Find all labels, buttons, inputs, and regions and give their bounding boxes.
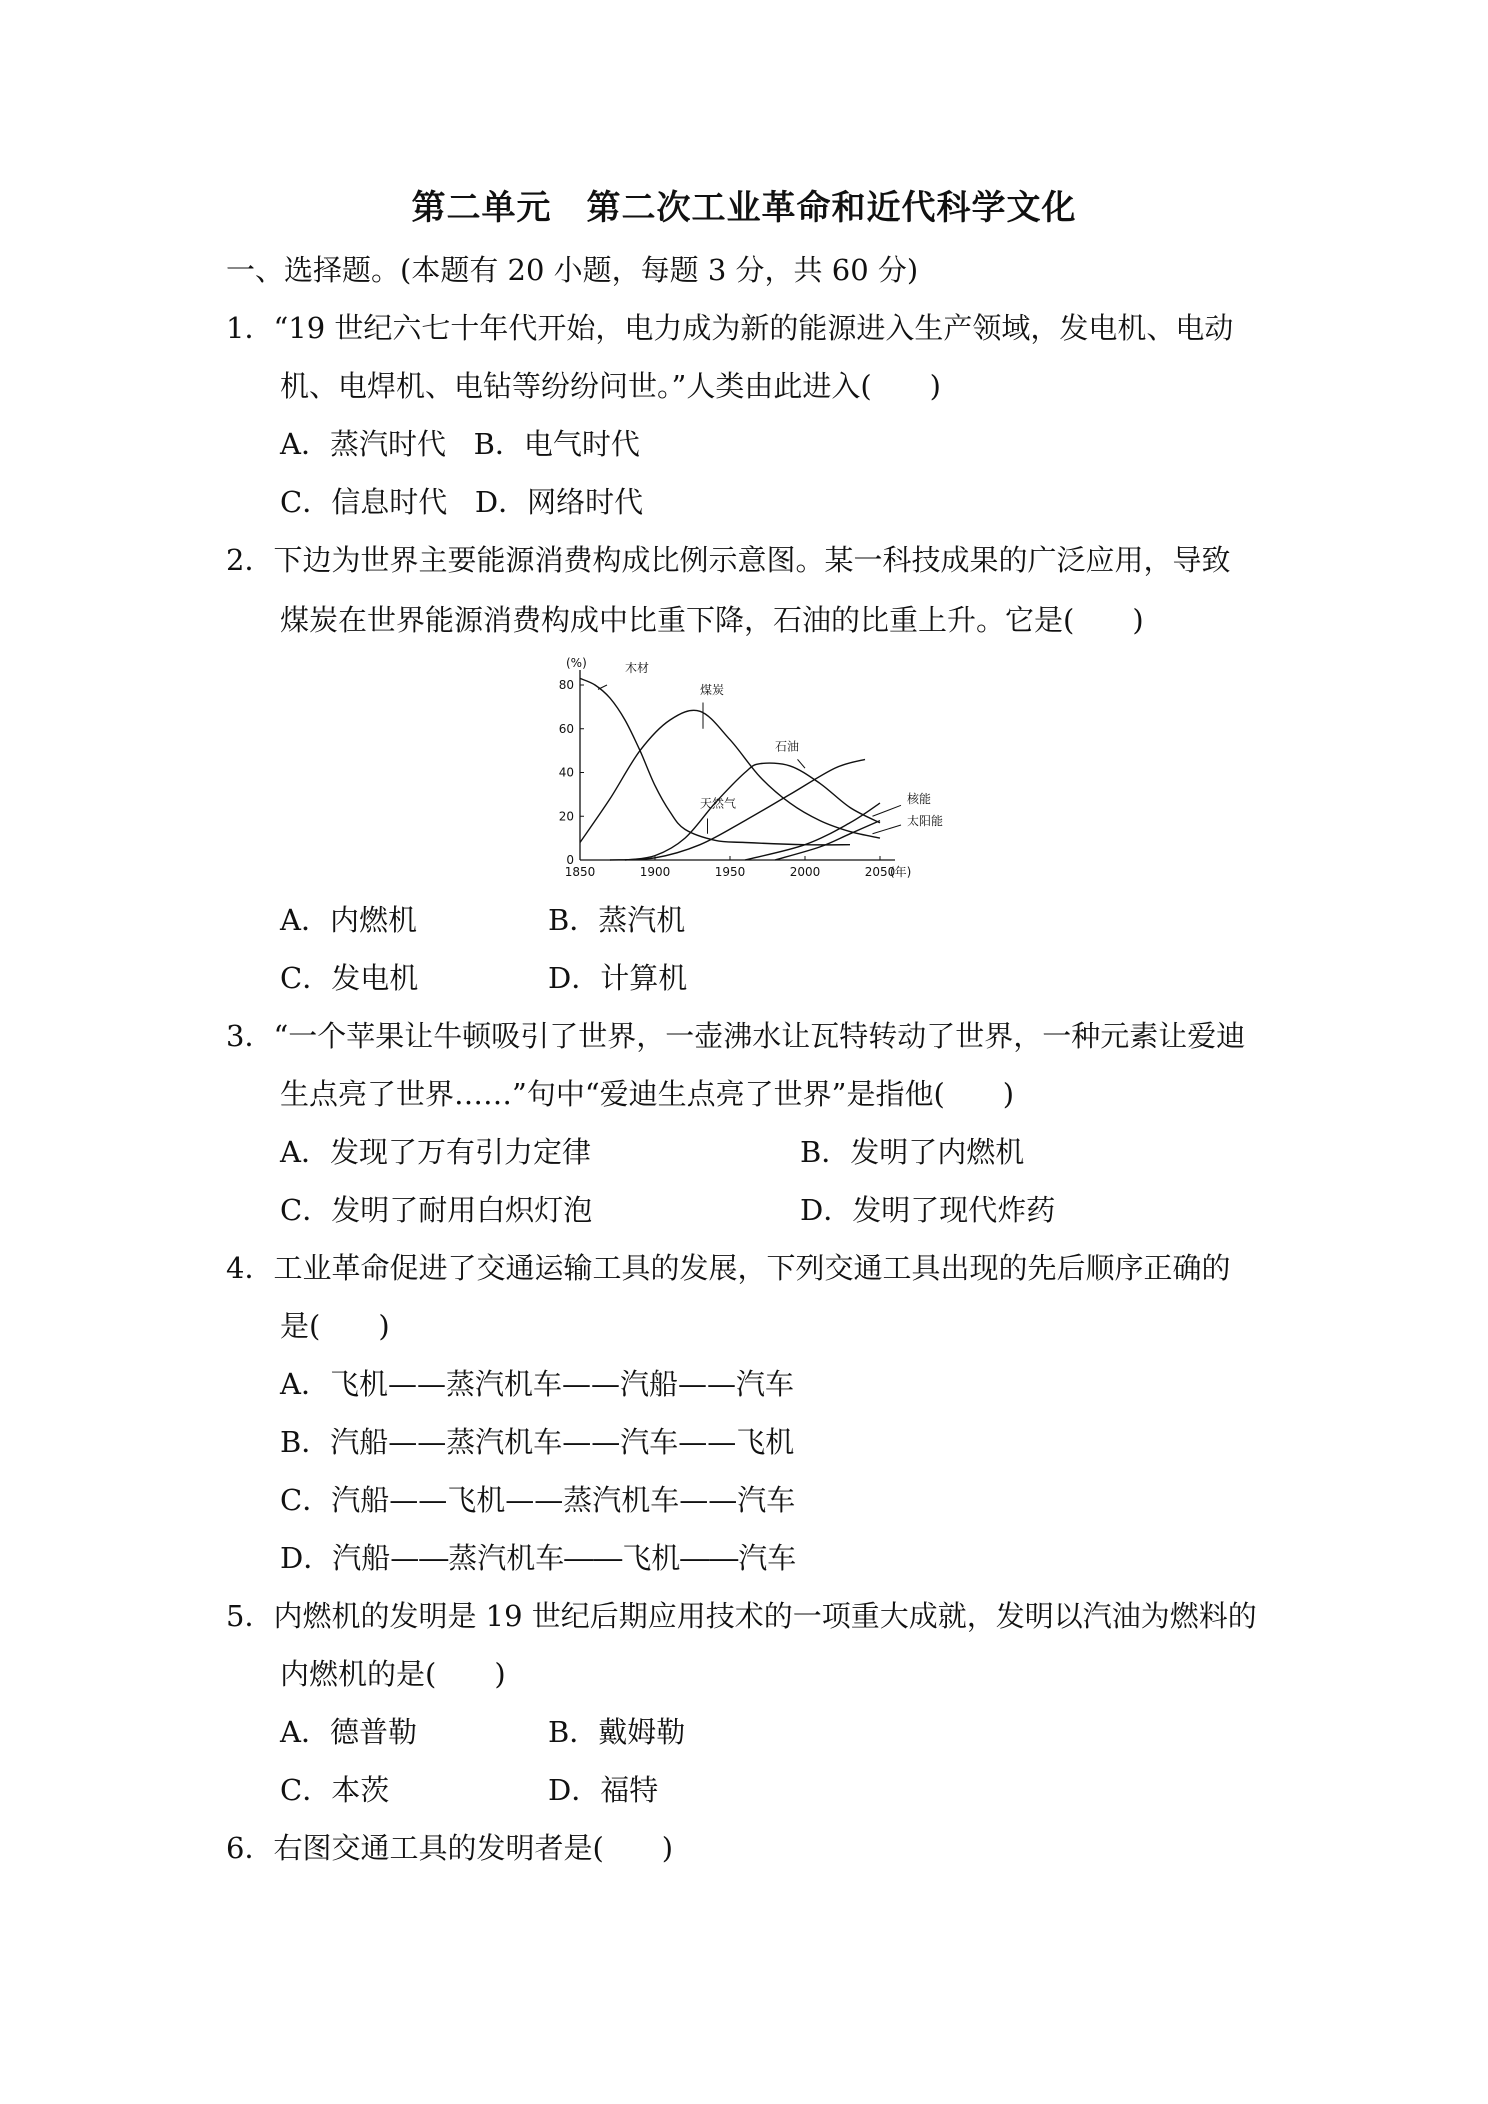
x-tick-label: 2000 xyxy=(789,865,821,879)
question-2-option-c: C．发电机 xyxy=(280,961,419,995)
option-b: B．电气时代 xyxy=(473,427,640,461)
series-label-solar: 太阳能 xyxy=(907,814,944,828)
series-line-wood xyxy=(580,678,850,844)
question-1-options-row-2 xyxy=(280,482,643,522)
chart-series-labels xyxy=(598,660,943,834)
question-1-line-2: 机、电焊机、电钻等纷纷问世。”人类由此进入( ) xyxy=(280,369,941,403)
option-d: D．网络时代 xyxy=(474,485,644,519)
x-tick-label: 1850 xyxy=(564,865,596,879)
question-1-line-1: 1．“19 世纪六七十年代开始，电力成为新的能源进入生产领域，发电机、电动 xyxy=(226,311,1234,345)
y-tick-label: 60 xyxy=(558,721,574,736)
question-2-option-a: A．内燃机 xyxy=(280,903,417,937)
question-3-option-c: C．发明了耐用白炽灯泡 xyxy=(280,1193,593,1227)
series-label-nuclear: 核能 xyxy=(907,792,932,807)
y-axis-unit: (%) xyxy=(566,656,587,670)
question-4-option-a: A．飞机——蒸汽机车——汽船——汽车 xyxy=(280,1367,794,1401)
question-2-option-d: D．计算机 xyxy=(548,961,688,995)
question-5-option-b: B．戴姆勒 xyxy=(548,1715,686,1749)
question-5-option-a: A．德普勒 xyxy=(280,1715,417,1749)
y-tick-label: 0 xyxy=(566,853,574,867)
series-label-natural-gas: 天然气 xyxy=(700,796,737,811)
series-label-wood: 木材 xyxy=(625,660,650,675)
chart-series xyxy=(580,678,880,860)
question-4-option-c: C．汽船——飞机——蒸汽机车——汽车 xyxy=(280,1483,796,1517)
question-2-line-2: 煤炭在世界能源消费构成中比重下降，石油的比重上升。它是( ) xyxy=(280,603,1144,637)
x-tick-label: 2050 xyxy=(864,865,896,879)
option-c: C．信息时代 xyxy=(280,485,448,519)
question-3-option-a: A．发现了万有引力定律 xyxy=(280,1135,591,1169)
question-1-options-row-1 xyxy=(280,424,640,464)
y-tick-label: 20 xyxy=(558,809,574,824)
question-3-line-2: 生点亮了世界……”句中“爱迪生点亮了世界”是指他( ) xyxy=(280,1077,1015,1111)
question-2-option-b: B．蒸汽机 xyxy=(548,903,686,937)
question-3-option-b: B．发明了内燃机 xyxy=(800,1135,1025,1169)
series-label-oil: 石油 xyxy=(775,739,800,754)
question-4-line-1: 4．工业革命促进了交通运输工具的发展，下列交通工具出现的先后顺序正确的 xyxy=(226,1251,1231,1285)
series-pointer-solar xyxy=(873,825,902,834)
series-pointer-oil xyxy=(798,759,806,768)
question-5-line-2: 内燃机的是( ) xyxy=(280,1657,506,1691)
question-4-option-d: D．汽船—―蒸汽机车――飞机――汽车 xyxy=(280,1541,797,1575)
question-3-line-1: 3．“一个苹果让牛顿吸引了世界，一壶沸水让瓦特转动了世界，一种元素让爱迪 xyxy=(226,1019,1246,1053)
question-4-option-b: B．汽船——蒸汽机车——汽车——飞机 xyxy=(280,1425,795,1459)
question-3-option-d: D．发明了现代炸药 xyxy=(800,1193,1056,1227)
page-title: 第二单元 第二次工业革命和近代科学文化 xyxy=(411,188,1077,228)
question-6-line-1: 6．右图交通工具的发明者是( ) xyxy=(226,1831,674,1865)
y-tick-label: 80 xyxy=(558,678,574,692)
option-a: A．蒸汽时代 xyxy=(280,427,446,461)
y-tick-label: 40 xyxy=(558,765,574,780)
question-2-line-1: 2．下边为世界主要能源消费构成比例示意图。某一科技成果的广泛应用，导致 xyxy=(226,543,1231,577)
energy-consumption-chart xyxy=(540,650,980,890)
series-line-nuclear xyxy=(745,803,880,860)
series-line-oil xyxy=(625,763,880,860)
x-axis-unit: (年) xyxy=(890,865,912,879)
question-5-option-d: D．福特 xyxy=(548,1773,659,1807)
chart-axes xyxy=(559,656,912,879)
x-tick-label: 1900 xyxy=(639,865,671,879)
series-label-coal: 煤炭 xyxy=(700,682,725,697)
question-5-line-1: 5．内燃机的发明是 19 世纪后期应用技术的一项重大成就，发明以汽油为燃料的 xyxy=(226,1599,1257,1633)
series-pointer-wood xyxy=(598,685,607,689)
question-5-option-c: C．本茨 xyxy=(280,1773,390,1807)
x-tick-label: 1950 xyxy=(714,865,746,879)
series-line-coal xyxy=(580,710,880,842)
series-pointer-nuclear xyxy=(873,805,902,816)
question-4-line-2: 是( ) xyxy=(280,1309,390,1343)
series-line-solar xyxy=(775,821,880,860)
section-heading: 一、选择题。(本题有 20 小题，每题 3 分，共 60 分) xyxy=(226,253,919,287)
